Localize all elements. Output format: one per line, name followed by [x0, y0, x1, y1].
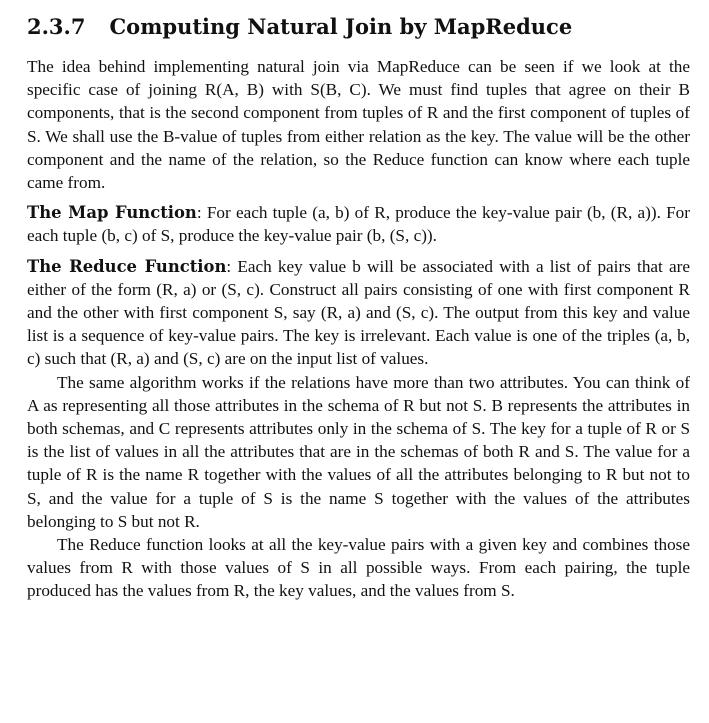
section-heading: [27, 13, 690, 41]
section-title: Computing Natural Join by MapReduce: [109, 14, 573, 39]
map-function-paragraph: [27, 201, 690, 247]
section-number: 2.3.7: [27, 14, 86, 39]
intro-paragraph: The idea behind implementing natural join via MapReduce can be seen if we look at the specific case of joining R(A, B) with S(B, C). We must find tuples that agree on their B components, that is the second component from tuples of R and the first component of tuples of S. We shall use the B-value of tuples from either relation as the key. The value will be the other component and the name of the relation, so the Reduce function can know where each tuple came from.: [27, 57, 690, 193]
reduce-function-body: : Each key value b will be associated with a list of pairs that are either of the form (R, a) or (S, c). Construct all pairs consisting of one with first component R and the other with first component S, say (R, a) and (S, c). The output from this key and value list is a sequence of key-value pairs. The key is irrelevant. Each value is one of the triples (a, b, c) such that (R, a) and (S, c) are on the input list of values.: [27, 256, 690, 369]
general-attributes-paragraph: The same algorithm works if the relations have more than two attributes. You can think of A as representing all those attributes in the schema of R but not S. B represents the attributes in both schemas, and C represents attributes only in the schema of S. The key for a tuple of R or S is the list of values in all the attributes that are in the schemas of both R and S. The value for a tuple of R is the name R together with the values of all the attributes belonging to R but not to S, and the value for a tuple of S is the name S together with the values of the attributes belonging to S but not R.: [27, 372, 690, 531]
reduce-function-heading: The Reduce Function: [27, 256, 227, 276]
reduce-function-paragraph: [27, 255, 690, 371]
map-function-heading: The Map Function: [27, 203, 197, 223]
reduce-combine-paragraph: The Reduce function looks at all the key-value pairs with a given key and combines those values from R with those values of S in all possible ways. From each pairing, the tuple produced has the values from R, the key values, and the values from S.: [27, 535, 690, 601]
map-function-body: : For each tuple (a, b) of R, produce the key-value pair (b, (R, a)). For each tuple (b, c) of S, produce the key-value pair (b, (S, c)).: [27, 203, 690, 246]
